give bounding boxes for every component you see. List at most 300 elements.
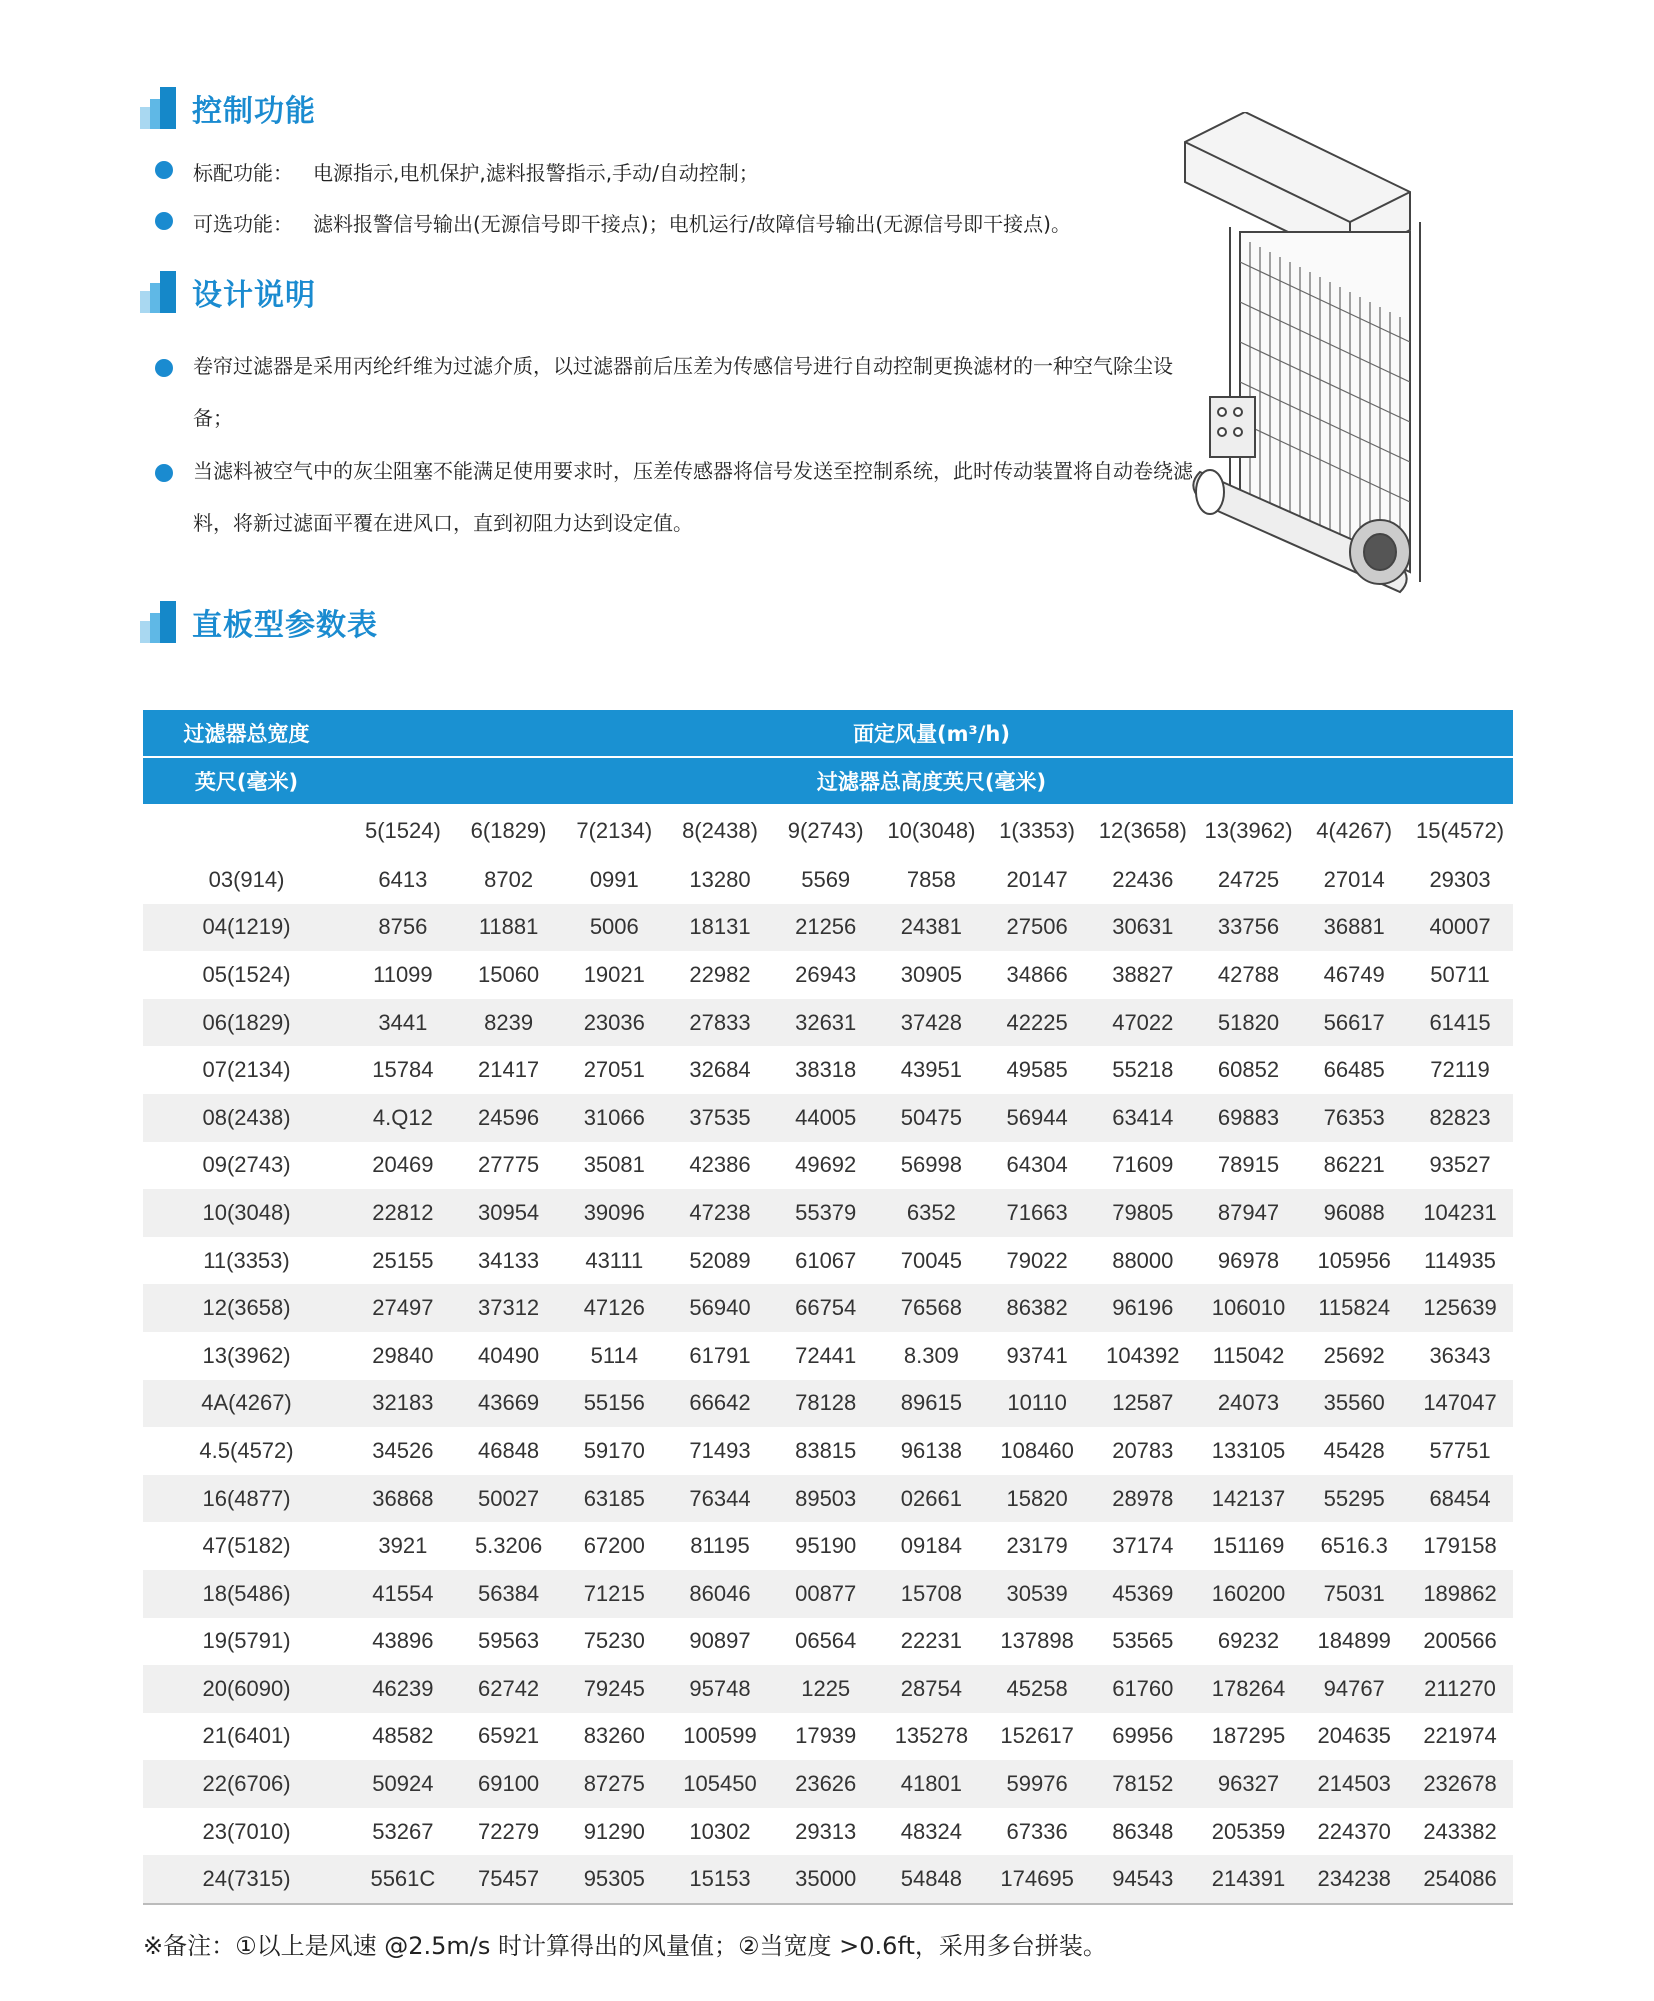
table-row bbox=[143, 1665, 1513, 1713]
table-cell: 33756 bbox=[1196, 904, 1302, 952]
table-cell: 52089 bbox=[667, 1237, 773, 1285]
table-cell: 34133 bbox=[456, 1237, 562, 1285]
table-cell: 6352 bbox=[879, 1189, 985, 1237]
table-cell: 95748 bbox=[667, 1665, 773, 1713]
table-cell: 232678 bbox=[1407, 1760, 1513, 1808]
table-row bbox=[143, 1284, 1513, 1332]
table-cell: 5006 bbox=[561, 904, 667, 952]
parameter-table bbox=[143, 710, 1513, 1905]
table-cell: 104392 bbox=[1090, 1332, 1196, 1380]
row-label-cell: 21(6401) bbox=[143, 1713, 350, 1761]
table-cell: 67336 bbox=[984, 1808, 1090, 1856]
table-cell: 106010 bbox=[1196, 1284, 1302, 1332]
table-cell: 65921 bbox=[456, 1713, 562, 1761]
table-cell: 56998 bbox=[879, 1142, 985, 1190]
table-cell: 25155 bbox=[350, 1237, 456, 1285]
table-cell: 178264 bbox=[1196, 1665, 1302, 1713]
table-cell: 27506 bbox=[984, 904, 1090, 952]
table-cell: 95190 bbox=[773, 1522, 879, 1570]
table-cell: 28978 bbox=[1090, 1475, 1196, 1523]
table-row bbox=[143, 856, 1513, 904]
table-cell: 72279 bbox=[456, 1808, 562, 1856]
table-cell: 46239 bbox=[350, 1665, 456, 1713]
bullet-icon bbox=[155, 212, 173, 230]
table-cell: 234238 bbox=[1301, 1855, 1407, 1904]
header-width-label: 过滤器总宽度 bbox=[143, 710, 350, 757]
table-cell: 56940 bbox=[667, 1284, 773, 1332]
footnote: ※备注：①以上是风速 @2.5m/s 时计算得出的风量值；②当宽度 >0.6ft，采用多台拼装。 bbox=[143, 1932, 1107, 1960]
table-cell: 30954 bbox=[456, 1189, 562, 1237]
table-cell: 21256 bbox=[773, 904, 879, 952]
table-cell: 12587 bbox=[1090, 1380, 1196, 1428]
table-cell: 11099 bbox=[350, 951, 456, 999]
table-row bbox=[143, 1189, 1513, 1237]
table-cell: 42225 bbox=[984, 999, 1090, 1047]
table-cell: 69883 bbox=[1196, 1094, 1302, 1142]
table-cell: 204635 bbox=[1301, 1713, 1407, 1761]
item-text: 卷帘过滤器是采用丙纶纤维为过滤介质，以过滤器前后压差为传感信号进行自动控制更换滤材的一种空气除尘设备； bbox=[193, 354, 1173, 430]
table-cell: 29303 bbox=[1407, 856, 1513, 904]
table-cell: 26943 bbox=[773, 951, 879, 999]
table-cell: 42386 bbox=[667, 1142, 773, 1190]
item-text: 当滤料被空气中的灰尘阻塞不能满足使用要求时，压差传感器将信号发送至控制系统，此时传动装置将自动卷绕滤料，将新过滤面平覆在进风口，直到初阻力达到设定值。 bbox=[193, 459, 1193, 535]
table-cell: 115824 bbox=[1301, 1284, 1407, 1332]
table-cell: 45258 bbox=[984, 1665, 1090, 1713]
table-cell: 39096 bbox=[561, 1189, 667, 1237]
row-label-cell: 4.5(4572) bbox=[143, 1427, 350, 1475]
table-cell: 71493 bbox=[667, 1427, 773, 1475]
table-cell: 61791 bbox=[667, 1332, 773, 1380]
table-row bbox=[143, 1760, 1513, 1808]
table-cell: 53565 bbox=[1090, 1618, 1196, 1666]
table-cell: 43896 bbox=[350, 1618, 456, 1666]
table-row bbox=[143, 951, 1513, 999]
table-cell: 5114 bbox=[561, 1332, 667, 1380]
table-cell: 93527 bbox=[1407, 1142, 1513, 1190]
table-cell: 56617 bbox=[1301, 999, 1407, 1047]
table-cell: 5.3206 bbox=[456, 1522, 562, 1570]
table-cell: 105956 bbox=[1301, 1237, 1407, 1285]
table-cell: 43111 bbox=[561, 1237, 667, 1285]
table-cell: 104231 bbox=[1407, 1189, 1513, 1237]
table-cell: 55295 bbox=[1301, 1475, 1407, 1523]
table-cell: 142137 bbox=[1196, 1475, 1302, 1523]
table-cell: 96327 bbox=[1196, 1760, 1302, 1808]
table-cell: 254086 bbox=[1407, 1855, 1513, 1904]
table-cell: 66754 bbox=[773, 1284, 879, 1332]
table-cell: 35081 bbox=[561, 1142, 667, 1190]
table-cell: 55156 bbox=[561, 1380, 667, 1428]
table-cell: 56384 bbox=[456, 1570, 562, 1618]
table-cell: 32684 bbox=[667, 1046, 773, 1094]
row-label-cell: 12(3658) bbox=[143, 1284, 350, 1332]
table-cell: 59170 bbox=[561, 1427, 667, 1475]
table-cell: 62742 bbox=[456, 1665, 562, 1713]
bullet-icon bbox=[155, 464, 173, 482]
row-label-cell: 11(3353) bbox=[143, 1237, 350, 1285]
table-cell: 47022 bbox=[1090, 999, 1196, 1047]
table-cell: 23179 bbox=[984, 1522, 1090, 1570]
table-cell: 45428 bbox=[1301, 1427, 1407, 1475]
table-cell: 17939 bbox=[773, 1713, 879, 1761]
table-cell: 41801 bbox=[879, 1760, 985, 1808]
table-row bbox=[143, 1522, 1513, 1570]
table-cell: 8702 bbox=[456, 856, 562, 904]
table-cell: 20469 bbox=[350, 1142, 456, 1190]
table-cell: 76344 bbox=[667, 1475, 773, 1523]
table-row bbox=[143, 1618, 1513, 1666]
bullet-icon bbox=[155, 359, 173, 377]
table-cell: 200566 bbox=[1407, 1618, 1513, 1666]
table-cell: 37174 bbox=[1090, 1522, 1196, 1570]
table-cell: 86221 bbox=[1301, 1142, 1407, 1190]
section-design-header bbox=[140, 270, 316, 314]
table-cell: 22436 bbox=[1090, 856, 1196, 904]
table-cell: 32183 bbox=[350, 1380, 456, 1428]
table-cell: 0991 bbox=[561, 856, 667, 904]
table-row bbox=[143, 1713, 1513, 1761]
row-label-cell: 08(2438) bbox=[143, 1094, 350, 1142]
row-label-cell: 19(5791) bbox=[143, 1618, 350, 1666]
table-cell: 50027 bbox=[456, 1475, 562, 1523]
table-cell: 76568 bbox=[879, 1284, 985, 1332]
table-cell: 69100 bbox=[456, 1760, 562, 1808]
table-cell: 88000 bbox=[1090, 1237, 1196, 1285]
row-label-cell: 20(6090) bbox=[143, 1665, 350, 1713]
row-label-cell: 09(2743) bbox=[143, 1142, 350, 1190]
table-cell: 8239 bbox=[456, 999, 562, 1047]
table-cell: 19021 bbox=[561, 951, 667, 999]
table-cell: 55218 bbox=[1090, 1046, 1196, 1094]
table-cell: 133105 bbox=[1196, 1427, 1302, 1475]
table-cell: 89503 bbox=[773, 1475, 879, 1523]
table-cell: 94543 bbox=[1090, 1855, 1196, 1904]
table-cell: 83815 bbox=[773, 1427, 879, 1475]
table-cell: 93741 bbox=[984, 1332, 1090, 1380]
table-cell: 8756 bbox=[350, 904, 456, 952]
table-cell: 79245 bbox=[561, 1665, 667, 1713]
table-cell: 47238 bbox=[667, 1189, 773, 1237]
table-cell: 81195 bbox=[667, 1522, 773, 1570]
table-cell: 79022 bbox=[984, 1237, 1090, 1285]
table-cell: 243382 bbox=[1407, 1808, 1513, 1856]
row-label-cell: 16(4877) bbox=[143, 1475, 350, 1523]
table-cell: 211270 bbox=[1407, 1665, 1513, 1713]
table-cell: 23036 bbox=[561, 999, 667, 1047]
table-cell: 71609 bbox=[1090, 1142, 1196, 1190]
table-cell: 63185 bbox=[561, 1475, 667, 1523]
table-cell: 27497 bbox=[350, 1284, 456, 1332]
table-cell: 59976 bbox=[984, 1760, 1090, 1808]
item-text: 电源指示,电机保护,滤料报警指示,手动/自动控制； bbox=[313, 161, 759, 185]
row-label-cell: 24(7315) bbox=[143, 1855, 350, 1904]
table-cell: 47126 bbox=[561, 1284, 667, 1332]
table-cell: 94767 bbox=[1301, 1665, 1407, 1713]
table-cell: 108460 bbox=[984, 1427, 1090, 1475]
table-header-row bbox=[143, 757, 1513, 805]
section-title: 直板型参数表 bbox=[192, 608, 378, 643]
table-cell: 1225 bbox=[773, 1665, 879, 1713]
table-cell: 189862 bbox=[1407, 1570, 1513, 1618]
table-cell: 174695 bbox=[984, 1855, 1090, 1904]
table-cell: 46749 bbox=[1301, 951, 1407, 999]
table-cell: 87275 bbox=[561, 1760, 667, 1808]
table-cell: 187295 bbox=[1196, 1713, 1302, 1761]
column-header-cell: 9(2743) bbox=[787, 818, 864, 843]
table-cell: 00877 bbox=[773, 1570, 879, 1618]
table-row bbox=[143, 1380, 1513, 1428]
table-cell: 90897 bbox=[667, 1618, 773, 1666]
section-bars-icon bbox=[140, 87, 180, 129]
table-cell: 15820 bbox=[984, 1475, 1090, 1523]
table-cell: 50711 bbox=[1407, 951, 1513, 999]
row-label-cell: 4A(4267) bbox=[143, 1380, 350, 1428]
table-cell: 76353 bbox=[1301, 1094, 1407, 1142]
table-cell: 24073 bbox=[1196, 1380, 1302, 1428]
column-header-cell: 6(1829) bbox=[470, 818, 547, 843]
table-cell: 100599 bbox=[667, 1713, 773, 1761]
table-cell: 27775 bbox=[456, 1142, 562, 1190]
table-cell: 71215 bbox=[561, 1570, 667, 1618]
table-cell: 214391 bbox=[1196, 1855, 1302, 1904]
table-cell: 30631 bbox=[1090, 904, 1196, 952]
list-item bbox=[155, 157, 759, 186]
row-label-cell: 22(6706) bbox=[143, 1760, 350, 1808]
table-cell: 38827 bbox=[1090, 951, 1196, 999]
section-control-header bbox=[140, 86, 316, 130]
table-cell: 40490 bbox=[456, 1332, 562, 1380]
corner-cell bbox=[143, 805, 350, 856]
table-cell: 66485 bbox=[1301, 1046, 1407, 1094]
table-cell: 6413 bbox=[350, 856, 456, 904]
list-item bbox=[155, 460, 1193, 549]
table-cell: 69232 bbox=[1196, 1618, 1302, 1666]
row-label-cell: 23(7010) bbox=[143, 1808, 350, 1856]
table-cell: 15153 bbox=[667, 1855, 773, 1904]
table-cell: 42788 bbox=[1196, 951, 1302, 999]
table-cell: 27051 bbox=[561, 1046, 667, 1094]
column-header-cell: 8(2438) bbox=[682, 818, 758, 843]
table-cell: 86348 bbox=[1090, 1808, 1196, 1856]
table-cell: 7858 bbox=[879, 856, 985, 904]
table-row bbox=[143, 1475, 1513, 1523]
section-title: 设计说明 bbox=[192, 278, 316, 313]
row-label-cell: 07(2134) bbox=[143, 1046, 350, 1094]
section-bars-icon bbox=[140, 601, 180, 643]
table-cell: 135278 bbox=[879, 1713, 985, 1761]
bullet-icon bbox=[155, 161, 173, 179]
table-cell: 36881 bbox=[1301, 904, 1407, 952]
table-row bbox=[143, 1046, 1513, 1094]
table-cell: 36343 bbox=[1407, 1332, 1513, 1380]
table-cell: 105450 bbox=[667, 1760, 773, 1808]
table-row bbox=[143, 1427, 1513, 1475]
table-row bbox=[143, 1570, 1513, 1618]
row-label-cell: 18(5486) bbox=[143, 1570, 350, 1618]
table-cell: 15708 bbox=[879, 1570, 985, 1618]
column-header-row bbox=[143, 805, 1513, 856]
table-cell: 24381 bbox=[879, 904, 985, 952]
table-cell: 55379 bbox=[773, 1189, 879, 1237]
table-cell: 20783 bbox=[1090, 1427, 1196, 1475]
table-cell: 23626 bbox=[773, 1760, 879, 1808]
table-cell: 67200 bbox=[561, 1522, 667, 1570]
table-cell: 64304 bbox=[984, 1142, 1090, 1190]
table-cell: 5561C bbox=[350, 1855, 456, 1904]
section-title: 控制功能 bbox=[192, 94, 316, 129]
table-cell: 3921 bbox=[350, 1522, 456, 1570]
table-cell: 35560 bbox=[1301, 1380, 1407, 1428]
table-cell: 78128 bbox=[773, 1380, 879, 1428]
table-cell: 34866 bbox=[984, 951, 1090, 999]
table-cell: 45369 bbox=[1090, 1570, 1196, 1618]
column-header-cell: 12(3658) bbox=[1098, 818, 1187, 843]
row-label-cell: 03(914) bbox=[143, 856, 350, 904]
row-label-cell: 13(3962) bbox=[143, 1332, 350, 1380]
table-cell: 50475 bbox=[879, 1094, 985, 1142]
table-cell: 137898 bbox=[984, 1618, 1090, 1666]
table-cell: 09184 bbox=[879, 1522, 985, 1570]
header-height-label: 过滤器总高度英尺(毫米) bbox=[350, 757, 1513, 805]
table-cell: 60852 bbox=[1196, 1046, 1302, 1094]
row-label-cell: 47(5182) bbox=[143, 1522, 350, 1570]
table-cell: 54848 bbox=[879, 1855, 985, 1904]
table-row bbox=[143, 1237, 1513, 1285]
table-cell: 221974 bbox=[1407, 1713, 1513, 1761]
table-cell: 61415 bbox=[1407, 999, 1513, 1047]
table-cell: 38318 bbox=[773, 1046, 879, 1094]
table-cell: 06564 bbox=[773, 1618, 879, 1666]
table-cell: 70045 bbox=[879, 1237, 985, 1285]
table-cell: 13280 bbox=[667, 856, 773, 904]
table-cell: 96088 bbox=[1301, 1189, 1407, 1237]
table-cell: 179158 bbox=[1407, 1522, 1513, 1570]
row-label-cell: 06(1829) bbox=[143, 999, 350, 1047]
table-cell: 66642 bbox=[667, 1380, 773, 1428]
table-cell: 40007 bbox=[1407, 904, 1513, 952]
table-cell: 22812 bbox=[350, 1189, 456, 1237]
table-cell: 56944 bbox=[984, 1094, 1090, 1142]
table-cell: 115042 bbox=[1196, 1332, 1302, 1380]
table-cell: 5569 bbox=[773, 856, 879, 904]
column-header-cell: 15(4572) bbox=[1415, 818, 1505, 843]
section-table-header bbox=[140, 600, 378, 644]
table-cell: 49585 bbox=[984, 1046, 1090, 1094]
header-airflow-label: 面定风量(m³/h) bbox=[350, 710, 1513, 757]
item-text: 滤料报警信号输出(无源信号即干接点)；电机运行/故障信号输出(无源信号即干接点)。 bbox=[313, 212, 1071, 236]
table-cell: 89615 bbox=[879, 1380, 985, 1428]
table-cell: 69956 bbox=[1090, 1713, 1196, 1761]
table-cell: 78152 bbox=[1090, 1760, 1196, 1808]
table-cell: 51820 bbox=[1196, 999, 1302, 1047]
table-cell: 151169 bbox=[1196, 1522, 1302, 1570]
table-cell: 4.Q12 bbox=[350, 1094, 456, 1142]
table-cell: 83260 bbox=[561, 1713, 667, 1761]
table-cell: 87947 bbox=[1196, 1189, 1302, 1237]
table-cell: 34526 bbox=[350, 1427, 456, 1475]
table-cell: 61760 bbox=[1090, 1665, 1196, 1713]
column-header-cell: 5(1524) bbox=[364, 818, 441, 843]
item-label: 可选功能： bbox=[193, 212, 293, 236]
table-cell: 86382 bbox=[984, 1284, 1090, 1332]
table-row bbox=[143, 904, 1513, 952]
table-cell: 75031 bbox=[1301, 1570, 1407, 1618]
table-cell: 10302 bbox=[667, 1808, 773, 1856]
row-label-cell: 04(1219) bbox=[143, 904, 350, 952]
table-cell: 160200 bbox=[1196, 1570, 1302, 1618]
table-row bbox=[143, 1094, 1513, 1142]
table-cell: 31066 bbox=[561, 1094, 667, 1142]
table-cell: 224370 bbox=[1301, 1808, 1407, 1856]
column-header-cell: 13(3962) bbox=[1204, 818, 1293, 843]
table-cell: 22982 bbox=[667, 951, 773, 999]
table-cell: 37535 bbox=[667, 1094, 773, 1142]
column-header-cell: 10(3048) bbox=[887, 818, 976, 843]
table-cell: 15784 bbox=[350, 1046, 456, 1094]
table-cell: 29840 bbox=[350, 1332, 456, 1380]
table-cell: 205359 bbox=[1196, 1808, 1302, 1856]
table-cell: 75457 bbox=[456, 1855, 562, 1904]
column-header-cell: 4(4267) bbox=[1316, 818, 1393, 843]
table-cell: 214503 bbox=[1301, 1760, 1407, 1808]
table-header-row bbox=[143, 710, 1513, 757]
table-cell: 35000 bbox=[773, 1855, 879, 1904]
table-cell: 46848 bbox=[456, 1427, 562, 1475]
item-label: 标配功能： bbox=[193, 161, 293, 185]
table-cell: 48324 bbox=[879, 1808, 985, 1856]
table-cell: 25692 bbox=[1301, 1332, 1407, 1380]
table-row bbox=[143, 1808, 1513, 1856]
table-cell: 22231 bbox=[879, 1618, 985, 1666]
table-cell: 27833 bbox=[667, 999, 773, 1047]
column-header-cell: 1(3353) bbox=[999, 818, 1076, 843]
table-cell: 37428 bbox=[879, 999, 985, 1047]
table-cell: 49692 bbox=[773, 1142, 879, 1190]
table-cell: 8.309 bbox=[879, 1332, 985, 1380]
table-cell: 147047 bbox=[1407, 1380, 1513, 1428]
table-cell: 152617 bbox=[984, 1713, 1090, 1761]
table-cell: 43951 bbox=[879, 1046, 985, 1094]
table-cell: 91290 bbox=[561, 1808, 667, 1856]
header-unit-label: 英尺(毫米) bbox=[143, 757, 350, 805]
table-cell: 48582 bbox=[350, 1713, 456, 1761]
table-cell: 27014 bbox=[1301, 856, 1407, 904]
table-cell: 24596 bbox=[456, 1094, 562, 1142]
table-cell: 75230 bbox=[561, 1618, 667, 1666]
table-cell: 96138 bbox=[879, 1427, 985, 1475]
table-cell: 02661 bbox=[879, 1475, 985, 1523]
row-label-cell: 10(3048) bbox=[143, 1189, 350, 1237]
table-cell: 86046 bbox=[667, 1570, 773, 1618]
table-cell: 28754 bbox=[879, 1665, 985, 1713]
table-cell: 59563 bbox=[456, 1618, 562, 1666]
table-cell: 78915 bbox=[1196, 1142, 1302, 1190]
table-cell: 15060 bbox=[456, 951, 562, 999]
table-cell: 96196 bbox=[1090, 1284, 1196, 1332]
table-cell: 21417 bbox=[456, 1046, 562, 1094]
table-cell: 30905 bbox=[879, 951, 985, 999]
table-row bbox=[143, 999, 1513, 1047]
table-cell: 30539 bbox=[984, 1570, 1090, 1618]
list-item bbox=[155, 355, 1193, 444]
table-cell: 24725 bbox=[1196, 856, 1302, 904]
table-cell: 71663 bbox=[984, 1189, 1090, 1237]
table-cell: 114935 bbox=[1407, 1237, 1513, 1285]
table-cell: 68454 bbox=[1407, 1475, 1513, 1523]
table-row bbox=[143, 1142, 1513, 1190]
table-cell: 79805 bbox=[1090, 1189, 1196, 1237]
table-cell: 43669 bbox=[456, 1380, 562, 1428]
